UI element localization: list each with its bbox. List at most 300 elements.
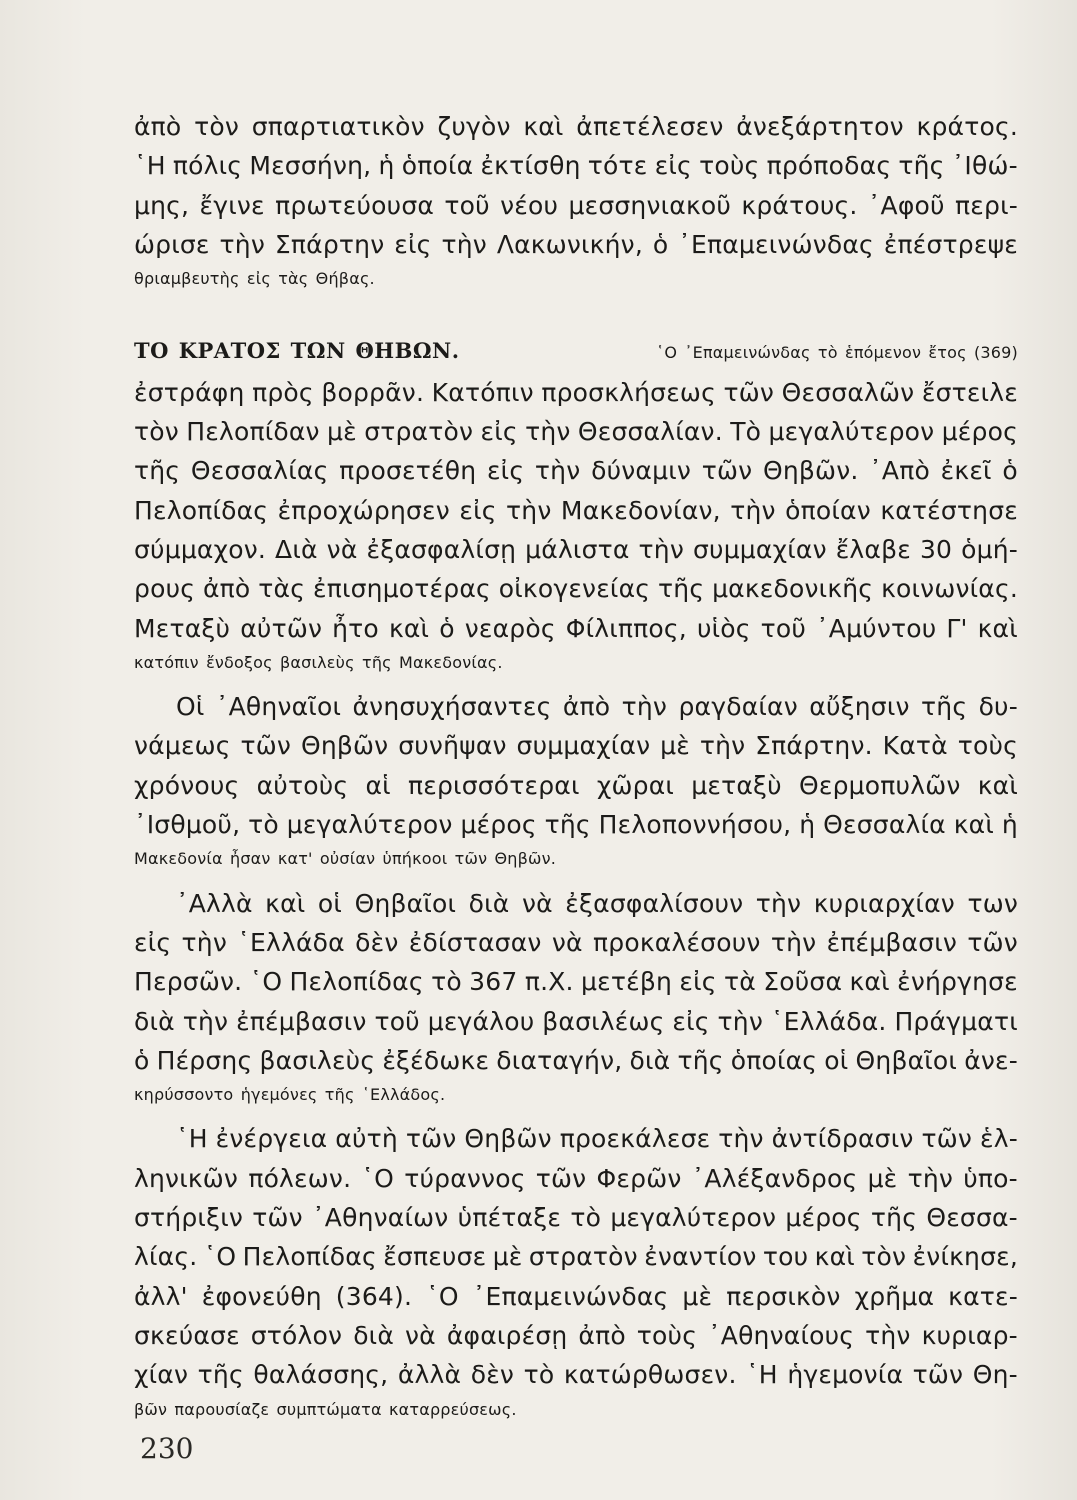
word: πρωτεύουσα <box>275 190 435 220</box>
word: συμμαχίαν <box>516 731 651 761</box>
word: σπαρτιατικὸν <box>251 112 425 141</box>
word: τοὺς <box>699 151 760 181</box>
text-line <box>134 1203 1018 1242</box>
text-line <box>134 731 1018 770</box>
word: αὔξησιν <box>809 692 910 722</box>
word: Φερῶν <box>596 1163 682 1193</box>
word: τὴν <box>441 229 487 259</box>
word: ἐπέμβασιν <box>826 927 958 957</box>
word: Θηβῶν <box>300 731 389 761</box>
word: εἰς <box>654 151 692 181</box>
word: ᾿Αμύντου <box>816 613 937 643</box>
word: ἐφονεύθη <box>201 1281 322 1311</box>
word: Θεσσαλίας <box>190 456 329 486</box>
word: προσετέθη <box>339 456 477 486</box>
word: τῆς <box>197 1360 244 1390</box>
word: νὰ <box>521 888 553 918</box>
word: ἔστειλε <box>921 377 1018 407</box>
text-line <box>134 1164 1018 1203</box>
word: ἀλλὰ <box>397 1360 462 1390</box>
word: τὸ <box>248 810 279 840</box>
word: κοινωνίας. <box>881 574 1018 604</box>
word: θαλάσσης, <box>253 1360 389 1390</box>
word: ἀπὸ <box>578 1320 626 1350</box>
word: μὲ <box>327 417 357 447</box>
word: ρους <box>134 574 196 604</box>
word: αὐτοὺς <box>256 770 349 800</box>
word: ἐξασφαλίσῃ <box>366 534 517 564</box>
word: τὴν <box>865 1320 911 1350</box>
word: ᾿Αλλὰ <box>176 888 253 918</box>
word: ὁμή- <box>961 534 1018 564</box>
word: ῾Η <box>134 151 166 181</box>
word: αὐτῶν <box>240 613 323 643</box>
word: τὴν <box>534 456 581 486</box>
word: νὰ <box>326 534 358 564</box>
word: ἐνίκησε, <box>912 1242 1018 1272</box>
word: μάλιστα <box>525 534 630 564</box>
word: διὰ <box>468 888 510 918</box>
word: Τὸ <box>730 417 762 447</box>
word: νεαρὸς <box>464 613 556 643</box>
word: τῆς <box>870 1203 918 1233</box>
word: κράτους. <box>741 190 858 220</box>
word: τῆς <box>677 1045 724 1075</box>
text-line <box>134 967 1018 1006</box>
word: ἡ <box>799 810 816 840</box>
word: ἔγινε <box>199 190 265 220</box>
word: ἡ <box>378 151 395 181</box>
word: μεγαλύτερον <box>768 417 935 447</box>
word: Κατόπιν <box>431 377 534 407</box>
word: ῾Ο <box>203 1242 237 1272</box>
word: μακεδονικῆς <box>712 574 874 604</box>
word: κατέστησε <box>880 495 1018 525</box>
word: προσκλήσεως <box>541 377 716 407</box>
word: μεσσηνιακοῦ <box>568 190 732 220</box>
word: ῾Ο <box>361 1163 394 1193</box>
word: στόλον <box>250 1320 343 1350</box>
word: π.Χ. <box>524 967 574 997</box>
word: τύραννος <box>404 1163 526 1193</box>
word: περισσότεραι <box>408 770 580 800</box>
word: ώρισε <box>134 229 210 259</box>
word: χῶραι <box>596 770 675 800</box>
word: ῾Ο <box>249 967 283 997</box>
word: μετέβη <box>581 967 673 997</box>
word: ἀλλ' <box>134 1281 188 1311</box>
word: οἱ <box>317 888 343 918</box>
word: Θεσσαλῶν <box>781 377 915 407</box>
word: τὸν <box>861 1242 907 1272</box>
word: διὰ <box>353 1320 395 1350</box>
text-line <box>134 1007 1018 1046</box>
word: Θεσσαλίαν. <box>577 417 723 447</box>
word: μης, <box>134 190 190 220</box>
text-line <box>134 151 1018 190</box>
word: πρὸς <box>252 377 314 407</box>
word: καὶ <box>265 888 306 918</box>
word: τῶν <box>921 1124 973 1154</box>
word: ὁ <box>439 613 455 643</box>
text-line <box>134 771 1018 810</box>
word: ἀνεξάρτητον <box>736 112 904 141</box>
word: ἡ <box>1001 810 1018 840</box>
heading-line <box>134 338 1018 377</box>
word: αἱ <box>365 770 391 800</box>
word: αὐτὴ <box>335 1124 398 1154</box>
text-line <box>134 230 1018 269</box>
text-line <box>134 535 1018 574</box>
word: τὴν <box>907 1163 954 1193</box>
word: Οἱ <box>176 692 205 722</box>
word: ἡγεμονία <box>787 1360 904 1390</box>
word: διαταγήν, <box>496 1045 623 1075</box>
word: τὴν <box>525 417 571 447</box>
word: τὰ <box>723 967 756 997</box>
word: ἐκεῖ <box>940 456 992 486</box>
word: εἰς <box>480 417 518 447</box>
heading-line-text: ῾Ο ᾿Επαμεινώνδας τὸ ἑπόμενον ἔτος (369) <box>656 343 1018 363</box>
word: Πελοπίδας <box>289 967 424 997</box>
word: πρόποδας <box>766 151 892 181</box>
word: Διὰ <box>275 534 318 564</box>
word: χίαν <box>134 1360 189 1390</box>
word: Πέρσης <box>156 1045 253 1075</box>
word: 30 <box>919 534 953 564</box>
text-line <box>134 1242 1018 1281</box>
word: ὑπο- <box>963 1163 1018 1193</box>
word: ἀπὸ <box>562 692 611 722</box>
word: τὴν <box>717 1006 763 1036</box>
word: ἐνέργεια <box>215 1124 328 1154</box>
word: Σπάρτην <box>274 229 385 259</box>
text-line <box>134 378 1018 417</box>
word: ραγδαίαν <box>678 692 798 722</box>
word: τὰς <box>258 574 306 604</box>
word: κυριαρ- <box>921 1320 1018 1350</box>
word: συνῆψαν <box>398 731 507 761</box>
word: περι- <box>955 190 1018 220</box>
word: Πελοπίδας <box>134 495 269 525</box>
word: στήριξιν <box>134 1203 244 1233</box>
word: βασιλεὺς <box>259 1045 376 1075</box>
word: Μεταξὺ <box>134 613 231 643</box>
word: τῶν <box>723 377 775 407</box>
word: διὰ <box>629 1045 671 1075</box>
word: ἐξασφαλίσουν <box>565 888 744 918</box>
word: προεκάλεσε <box>559 1124 711 1154</box>
word: ᾿Αλέξανδρος <box>691 1163 858 1193</box>
word: Σοῦσα <box>763 967 843 997</box>
word: ἐπροχώρησεν <box>277 495 450 525</box>
word: Πράγματι <box>894 1006 1018 1036</box>
word: μεγαλύτερον <box>610 1203 777 1233</box>
word: εἰς <box>134 927 172 957</box>
text-line <box>134 614 1018 653</box>
word: μεταξὺ <box>691 770 782 800</box>
word: ἀπὸ <box>134 112 182 141</box>
word: τὸν <box>134 417 179 447</box>
word: μέρος <box>941 417 1018 447</box>
word: (364). <box>335 1281 413 1311</box>
text-line <box>134 574 1018 613</box>
word: του <box>762 1242 809 1272</box>
word: Μακεδονίαν, <box>560 495 721 525</box>
text-line <box>134 692 1018 731</box>
word: τῶν <box>967 927 1018 957</box>
word: διὰ <box>134 1006 175 1036</box>
word: Θερμοπυλῶν <box>799 770 961 800</box>
word: Πελοποννήσου, <box>598 810 792 840</box>
word: τῆς <box>134 456 181 486</box>
text-line: κατόπιν ἔνδοξος βασιλεὺς τῆς Μακεδονίας. <box>134 652 503 672</box>
word: οἰκογενείας <box>498 574 651 604</box>
word: ἦτο <box>332 613 379 643</box>
word: καὶ <box>953 810 994 840</box>
word: ὑπέταξε <box>457 1203 562 1233</box>
word: χρῆμα <box>854 1281 935 1311</box>
word: ἐξέδωκε <box>382 1045 490 1075</box>
word: κατώρθωσεν. <box>563 1360 737 1390</box>
word: μὲ <box>660 731 690 761</box>
word: τὸν <box>194 112 240 141</box>
word: ᾿Αθηναῖοι <box>215 692 342 722</box>
word: τῆς <box>658 574 705 604</box>
word: στρατὸν <box>364 417 474 447</box>
word: ἐκτίσθη <box>480 151 581 181</box>
word: ῾Ελλάδα. <box>770 1006 887 1036</box>
word: τῶν <box>701 456 753 486</box>
word: τὸ <box>570 1203 602 1233</box>
word: ἔσπευσε <box>383 1242 487 1272</box>
word: μὲ <box>492 1242 523 1272</box>
word: τῶν <box>240 731 292 761</box>
word: ὁ <box>134 1045 150 1075</box>
word: περσικὸν <box>726 1281 841 1311</box>
word: ἀπετέλεσεν <box>576 112 724 141</box>
text-line: θριαμβευτὴς εἰς τὰς Θήβας. <box>134 269 375 289</box>
word: ἀπὸ <box>202 574 251 604</box>
word: ζυγὸν <box>437 112 511 141</box>
word: προκαλέσουν <box>593 927 761 957</box>
word: ᾿Ιθώ- <box>951 151 1018 181</box>
text-line <box>134 810 1018 849</box>
text-line <box>134 1046 1018 1085</box>
word: ᾿Αθηναίων <box>312 1203 449 1233</box>
word: τὴν <box>699 731 746 761</box>
word: καὶ <box>523 112 564 141</box>
word: ἀνησυχήσαντες <box>352 692 552 722</box>
word: ἐδίστασαν <box>408 927 542 957</box>
word: ὁποία <box>401 151 474 181</box>
word: μὲ <box>682 1281 713 1311</box>
text-line <box>134 496 1018 535</box>
text-line <box>134 1282 1018 1321</box>
word: καὶ <box>388 613 430 643</box>
word: τὴν <box>182 1006 229 1036</box>
word: δὲν <box>355 927 399 957</box>
word: Θηβαῖοι <box>354 888 457 918</box>
word: ᾿Επαμεινώνδας <box>472 1281 669 1311</box>
word: ὁποίας <box>730 1045 818 1075</box>
word: τὴν <box>638 534 685 564</box>
word: ᾿Επαμεινώνδας <box>678 229 874 259</box>
word: κράτος. <box>916 112 1018 141</box>
word: δύναμιν <box>591 456 692 486</box>
word: Σπάρτην. <box>755 731 873 761</box>
word: τοῦ <box>374 1006 420 1036</box>
text-line <box>134 112 1018 151</box>
word: τὴν <box>181 927 228 957</box>
word: ὁ <box>1002 456 1018 486</box>
word: ἐπέμβασιν <box>236 1006 367 1036</box>
word: Κατὰ <box>882 731 948 761</box>
text-line <box>134 889 1018 928</box>
word: χρόνους <box>134 770 240 800</box>
word: τοὺς <box>957 731 1018 761</box>
word: Πελοπίδας <box>242 1242 377 1272</box>
word: ῾Η <box>176 1124 208 1154</box>
word: υἱὸς <box>696 613 751 643</box>
word: ἐπέστρεψε <box>883 229 1018 259</box>
word: τὴν <box>506 495 552 525</box>
word: ἑλ- <box>979 1124 1018 1154</box>
word: πόλεων. <box>248 1163 352 1193</box>
word: ἐναντίον <box>644 1242 757 1272</box>
word: τοῦ <box>444 190 490 220</box>
word: νάμεως <box>134 731 231 761</box>
text-line <box>134 1321 1018 1360</box>
word: Μεσσήνη, <box>249 151 372 181</box>
word: καὶ <box>977 613 1018 643</box>
page-number: 230 <box>140 1432 194 1465</box>
word: τὴν <box>718 1124 764 1154</box>
word: μὲ <box>867 1163 898 1193</box>
word: τὴν <box>730 495 776 525</box>
word: στρατὸν <box>528 1242 638 1272</box>
word: τῆς <box>921 692 968 722</box>
word: εἰς <box>394 229 432 259</box>
text-line <box>134 191 1018 230</box>
word: Λακωνικήν, <box>496 229 643 259</box>
word: Θεσσαλία <box>823 810 946 840</box>
word: κυριαρχίαν <box>813 888 955 918</box>
text-line: Μακεδονία ἦσαν κατ' οὐσίαν ὑπήκοοι τῶν Θηβῶν. <box>134 849 557 869</box>
word: τῶν <box>405 1124 457 1154</box>
text-line <box>134 928 1018 967</box>
word: ληνικῶν <box>134 1163 239 1193</box>
word: τὸ <box>431 967 462 997</box>
word: τὴν <box>755 888 802 918</box>
word: ᾿Αθηναίους <box>708 1320 855 1350</box>
word: ἀφαιρέσῃ <box>446 1320 568 1350</box>
section-heading: ΤΟ ΚΡΑΤΟΣ ΤΩΝ ΘΗΒΩΝ. <box>134 338 460 364</box>
word: ῾Ελλάδα <box>237 927 345 957</box>
word: Θηβῶν. <box>762 456 859 486</box>
word: μεγάλου <box>427 1006 535 1036</box>
word: ᾿Απὸ <box>869 456 930 486</box>
word: ῾Η <box>746 1360 778 1390</box>
word: σύμμαχον. <box>134 534 267 564</box>
word: ἀντίδρασιν <box>771 1124 914 1154</box>
word: καὶ <box>849 967 890 997</box>
word: τότε <box>587 151 648 181</box>
word: τῆς <box>898 151 945 181</box>
word: Θεσσα- <box>926 1203 1018 1233</box>
word: τῶν <box>912 1360 964 1390</box>
word: δὲν <box>470 1360 515 1390</box>
word: ἐνήργησε <box>897 967 1018 997</box>
word: τῆς <box>544 810 591 840</box>
word: των <box>967 888 1018 918</box>
word: καὶ <box>814 1242 855 1272</box>
text-line <box>134 1360 1018 1399</box>
word: δυ- <box>978 692 1018 722</box>
word: νέου <box>500 190 559 220</box>
word: Θηβῶν <box>464 1124 552 1154</box>
word: ᾿Ισθμοῦ, <box>134 810 241 840</box>
word: Φίλιππος, <box>565 613 687 643</box>
word: συμμαχίαν <box>692 534 827 564</box>
word: μέρος <box>460 810 537 840</box>
word: βορρᾶν. <box>321 377 425 407</box>
word: πόλις <box>172 151 243 181</box>
word: καὶ <box>977 770 1018 800</box>
word: εἰς <box>672 1006 710 1036</box>
word: μέρος <box>785 1203 862 1233</box>
word: τὴν <box>219 229 265 259</box>
word: Πελοπίδαν <box>186 417 320 447</box>
word: μεγαλύτερον <box>286 810 453 840</box>
text-line <box>134 1124 1018 1163</box>
word: ῾Ο <box>426 1281 459 1311</box>
word: ὁποίαν <box>785 495 871 525</box>
text-line <box>134 417 1018 456</box>
word: τὸ <box>523 1360 555 1390</box>
word: ἐπισημοτέρας <box>312 574 491 604</box>
word: ἔλαβε <box>835 534 911 564</box>
word: σκεύασε <box>134 1320 240 1350</box>
word: τὴν <box>770 927 817 957</box>
word: Γ' <box>946 613 968 643</box>
word: ὁ <box>652 229 669 259</box>
word: ᾿Αφοῦ <box>867 190 945 220</box>
word: τοὺς <box>636 1320 698 1350</box>
word: νὰ <box>405 1320 436 1350</box>
word: λίας. <box>134 1242 198 1272</box>
word: 367 <box>469 967 518 997</box>
word: τῶν <box>252 1203 303 1233</box>
text-line: βῶν παρουσίαζε συμπτώματα καταρρεύσεως. <box>134 1399 517 1419</box>
word: οἱ <box>824 1045 849 1075</box>
word: εἰς <box>679 967 717 997</box>
paragraphs-main <box>134 378 1018 1439</box>
word: Θηβαῖοι <box>855 1045 958 1075</box>
word: ἀνε- <box>964 1045 1018 1075</box>
word: νὰ <box>551 927 583 957</box>
text-line: κηρύσσοντο ἡγεμόνες τῆς ῾Ελλάδος. <box>134 1085 446 1105</box>
text-line <box>134 456 1018 495</box>
word: κατε- <box>948 1281 1018 1311</box>
word: Περσῶν. <box>134 967 243 997</box>
word: βασιλέως <box>542 1006 665 1036</box>
body-text <box>134 112 1018 1439</box>
word: εἰς <box>486 456 525 486</box>
section-gap <box>134 308 1018 338</box>
word: τοῦ <box>760 613 807 643</box>
word: εἰς <box>459 495 497 525</box>
